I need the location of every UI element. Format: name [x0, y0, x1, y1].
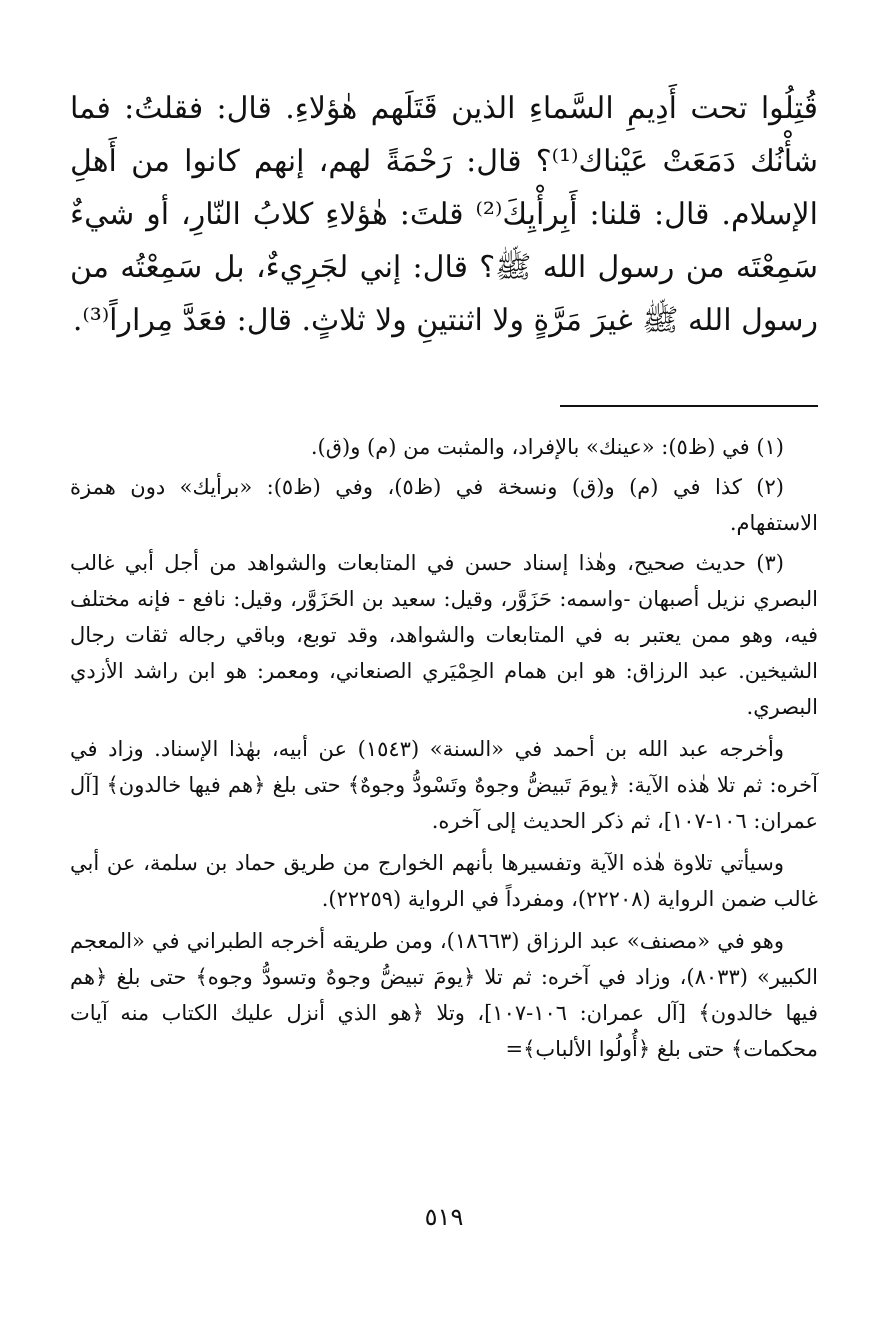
footnotes-block: [70, 429, 818, 1067]
footnote-3-continuation-3: وهو في «مصنف» عبد الرزاق (١٨٦٦٣)، ومن طريقه أخرجه الطبراني في «المعجم الكبير» (٨٠٣٣)، وزاد في آخره: ثم تلا ﴿يومَ تبيضُّ وجوهٌ وتسودُّ وجوه﴾ حتى بلغ ﴿هم فيها خالدون﴾ [آل عمران: ١٠٦-١٠٧]، وتلا ﴿هو الذي أنزل عليك الكتاب منه آيات محكمات﴾ حتى بلغ ﴿أُولُوا الألباب﴾=: [70, 929, 818, 1061]
main-paragraph: قُتِلُوا تحت أَدِيمِ السَّماءِ الذين قَتَلَهم هٰؤلاءِ. قال: فقلتُ: فما شأْنُك دَمَعَتْ عَيْناك⁽¹⁾؟ قال: رَحْمَةً لهم، إنهم كانوا من أَهلِ الإسلام. قال: قلنا: أَبِرأْيِكَ⁽²⁾ قلتَ: هٰؤلاءِ كلابُ النّارِ، أو شيءٌ سَمِعْتَه من رسول الله ﷺ؟ قال: إني لجَرِيءٌ، بل سَمِعْتُه من رسول الله ﷺ غيرَ مَرَّةٍ ولا اثنتينِ ولا ثلاثٍ. قال: فعَدَّ مِراراً⁽³⁾.: [70, 91, 818, 338]
page-number: ٥١٩: [424, 1203, 464, 1231]
footnote-3: (٣) حديث صحيح، وهٰذا إسناد حسن في المتابعات والشواهد من أجل أبي غالب البصري نزيل أصبهان -واسمه: حَزَوَّر، وقيل: سعيد بن الحَزَوَّر، وقيل: نافع - فإنه مختلف فيه، وهو ممن يعتبر به في المتابعات والشواهد، وقد توبع، وباقي رجاله ثقات رجال الشيخين. عبد الرزاق: هو ابن همام الحِمْيَري الصنعاني، ومعمر: هو ابن راشد الأزدي البصري.: [70, 551, 818, 719]
footnote-3-continuation-1: وأخرجه عبد الله بن أحمد في «السنة» (١٥٤٣) عن أبيه، بهٰذا الإسناد. وزاد في آخره: ثم تلا هٰذه الآية: ﴿يومَ تَبيضُّ وجوهٌ وتَسْودُّ وجوهٌ﴾ حتى بلغ ﴿هم فيها خالدون﴾ [آل عمران: ١٠٦-١٠٧]، ثم ذكر الحديث إلى آخره.: [70, 737, 818, 833]
footnote-divider: [560, 405, 818, 407]
footnote-2: (٢) كذا في (م) و(ق) ونسخة في (ظ٥)، وفي (ظ٥): «برأيك» دون همزة الاستفهام.: [70, 475, 818, 535]
footnote-1: (١) في (ظ٥): «عينك» بالإفراد، والمثبت من (م) و(ق).: [310, 435, 784, 459]
main-text-block: [70, 82, 818, 347]
page-content: [70, 82, 818, 1071]
footnote-3-continuation-2: وسيأتي تلاوة هٰذه الآية وتفسيرها بأنهم الخوارج من طريق حماد بن سلمة، عن أبي غالب ضمن الرواية (٢٢٢٠٨)، ومفرداً في الرواية (٢٢٢٥٩).: [70, 851, 818, 911]
